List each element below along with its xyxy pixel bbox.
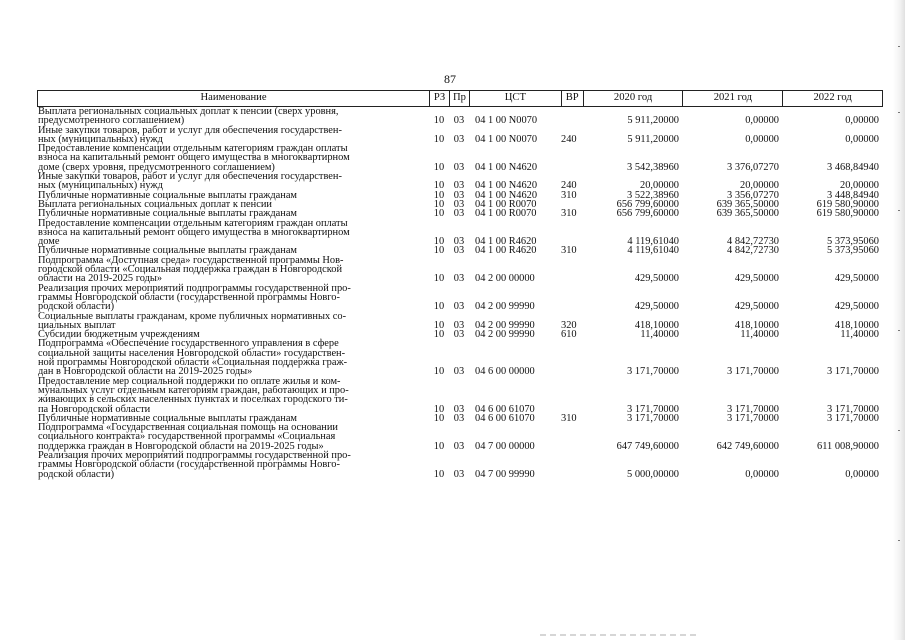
row-name xyxy=(37,256,429,284)
row-2021: 639 365,50000 xyxy=(716,208,779,220)
header-rz: РЗ xyxy=(429,91,449,106)
table-header-row xyxy=(37,90,883,107)
row-name-line: доме (сверх уровня, предусмотренного соглашением) xyxy=(38,161,275,173)
row-cst: 04 1 00 R0070 xyxy=(475,198,537,210)
table-row xyxy=(37,423,883,451)
header-cst: ЦСТ xyxy=(469,91,561,106)
row-rz: 10 xyxy=(433,273,445,285)
row-name-line: социального контракта» государственной программы «Социальная xyxy=(38,431,336,443)
header-2022: 2022 год xyxy=(782,91,882,106)
row-rz: 10 xyxy=(433,403,445,415)
header-vr: ВР xyxy=(561,91,583,106)
row-name-line: доме xyxy=(38,236,60,248)
row-rz: 10 xyxy=(433,115,445,127)
row-2021: 639 365,50000 xyxy=(716,198,779,210)
row-cst: 04 1 00 N0070 xyxy=(475,115,538,127)
row-name-line: социальной защиты населения Новгородской области» государствен- xyxy=(38,347,346,359)
row-2021: 0,00000 xyxy=(745,468,779,480)
row-name-line: родской области) xyxy=(38,468,115,480)
header-pr: Пр xyxy=(449,91,469,106)
row-name-line: Иные закупки товаров, работ и услуг для обеспечения государствен- xyxy=(38,171,342,183)
row-name xyxy=(37,284,429,312)
row-name-line: взноса на капитальный ремонт общего имущества в многоквартирном xyxy=(38,226,350,238)
row-name-line: городской области «Социальная поддержка граждан в Новгородской xyxy=(38,264,343,276)
row-2021: 4 842,72730 xyxy=(727,236,779,248)
row-cst: 04 2 00 99990 xyxy=(475,329,535,341)
row-2022: 619 580,90000 xyxy=(816,198,879,210)
page-edge-shadow xyxy=(893,0,905,640)
row-cst: 04 1 00 R4620 xyxy=(475,236,537,248)
row-name-line: живающих в сельских населенных пунктах и поселках городского ти- xyxy=(38,394,348,406)
budget-table xyxy=(37,90,883,479)
row-2020: 11,40000 xyxy=(640,329,679,341)
row-pr: 03 xyxy=(453,208,465,220)
row-name-line: Выплата региональных социальных доплат к пенсии (сверх уровня, xyxy=(38,106,339,117)
row-name-line: Предоставление мер социальной поддержки по оплате жилья и ком- xyxy=(38,375,341,387)
row-2021: 11,40000 xyxy=(740,329,779,341)
row-cst: 04 6 00 61070 xyxy=(475,412,535,424)
row-2022: 429,50000 xyxy=(834,301,879,313)
table-row xyxy=(37,339,883,376)
row-2022: 3 448,84940 xyxy=(827,189,879,201)
row-2022: 0,00000 xyxy=(845,468,879,480)
row-cst: 04 1 00 R4620 xyxy=(475,245,537,257)
row-rz: 10 xyxy=(433,189,445,201)
row-2020: 4 119,61040 xyxy=(627,236,679,248)
row-name-line: Предоставление компенсации отдельным категориям граждан оплаты xyxy=(38,217,348,229)
row-2020: 4 119,61040 xyxy=(627,245,679,257)
row-name-line: Подпрограмма «Обеспечение государственного управления в сфере xyxy=(38,338,339,350)
row-name xyxy=(37,107,429,126)
row-pr: 03 xyxy=(453,440,465,452)
row-2022: 3 468,84940 xyxy=(827,161,879,173)
row-name-line: поддержка граждан в Новгородской области на 2019-2025 годы» xyxy=(38,440,324,452)
row-2022: 0,00000 xyxy=(845,133,879,145)
row-pr: 03 xyxy=(453,198,465,210)
row-name-line: взноса на капитальный ремонт общего имущества в многоквартирном xyxy=(38,152,350,164)
row-name-line: Публичные нормативные социальные выплаты гражданам xyxy=(38,208,298,220)
row-name-line: циальных выплат xyxy=(38,319,116,331)
row-name xyxy=(37,451,429,479)
scan-smudge xyxy=(540,634,700,636)
row-vr: 310 xyxy=(561,245,577,257)
row-name xyxy=(37,126,429,145)
row-2021: 3 171,70000 xyxy=(727,366,779,378)
row-name-line: ных (муниципальных) нужд xyxy=(38,180,163,192)
row-name-line: па Новгородской области xyxy=(38,403,151,415)
row-2021: 4 842,72730 xyxy=(727,245,779,257)
row-rz: 10 xyxy=(433,366,445,378)
row-pr: 03 xyxy=(453,115,465,127)
row-2020: 5 000,00000 xyxy=(627,468,679,480)
row-name-line: Субсидии бюджетным учреждениям xyxy=(38,329,200,341)
row-2022: 11,40000 xyxy=(840,329,879,341)
table-body xyxy=(37,107,883,479)
row-vr: 240 xyxy=(561,133,577,145)
table-row xyxy=(37,256,883,284)
row-2020: 3 522,38960 xyxy=(627,189,679,201)
row-2020: 3 171,70000 xyxy=(627,403,679,415)
row-2022: 619 580,90000 xyxy=(816,208,879,220)
row-2022: 429,50000 xyxy=(834,273,879,285)
row-2020: 656 799,60000 xyxy=(616,198,679,210)
row-vr: 310 xyxy=(561,208,577,220)
header-2020: 2020 год xyxy=(583,91,683,106)
row-name-line: Публичные нормативные социальные выплаты гражданам xyxy=(38,189,298,201)
row-name-line: дан в Новгородской области на 2019-2025 годы» xyxy=(38,366,253,378)
row-pr: 03 xyxy=(453,161,465,173)
row-vr: 310 xyxy=(561,189,577,201)
row-2020: 5 911,20000 xyxy=(627,115,679,127)
row-cst: 04 1 00 N0070 xyxy=(475,133,538,145)
row-rz: 10 xyxy=(433,329,445,341)
row-vr: 240 xyxy=(561,180,577,192)
row-cst: 04 1 00 N4620 xyxy=(475,180,538,192)
table-row xyxy=(37,219,883,247)
row-pr: 03 xyxy=(453,412,465,424)
row-2021: 0,00000 xyxy=(745,115,779,127)
row-cst: 04 2 00 99990 xyxy=(475,319,535,331)
row-pr: 03 xyxy=(453,366,465,378)
row-name-line: родской области) xyxy=(38,301,115,313)
row-pr: 03 xyxy=(453,236,465,248)
row-name-line: граммы Новгородской области (государственной программы Новго- xyxy=(38,291,340,303)
row-2020: 5 911,20000 xyxy=(627,133,679,145)
row-2020: 3 542,38960 xyxy=(627,161,679,173)
row-2020: 647 749,60000 xyxy=(616,440,679,452)
table-row xyxy=(37,126,883,145)
row-2020: 429,50000 xyxy=(634,273,679,285)
row-name-line: Публичные нормативные социальные выплаты гражданам xyxy=(38,245,298,257)
row-pr: 03 xyxy=(453,133,465,145)
row-cst: 04 2 00 99990 xyxy=(475,301,535,313)
table-row xyxy=(37,451,883,479)
row-cst: 04 6 00 00000 xyxy=(475,366,535,378)
row-cst: 04 2 00 00000 xyxy=(475,273,535,285)
row-2021: 20,00000 xyxy=(740,180,779,192)
row-pr: 03 xyxy=(453,329,465,341)
header-2021: 2021 год xyxy=(682,91,782,106)
row-rz: 10 xyxy=(433,412,445,424)
row-rz: 10 xyxy=(433,468,445,480)
row-2022: 5 373,95060 xyxy=(827,245,879,257)
row-cst: 04 1 00 N4620 xyxy=(475,161,538,173)
row-pr: 03 xyxy=(453,273,465,285)
row-2020: 3 171,70000 xyxy=(627,412,679,424)
row-cst: 04 1 00 N4620 xyxy=(475,189,538,201)
row-cst: 04 7 00 00000 xyxy=(475,440,535,452)
row-name-line: мунальных услуг отдельным категориям граждан, работающих и про- xyxy=(38,384,349,396)
row-pr: 03 xyxy=(453,319,465,331)
row-vr: 320 xyxy=(561,319,577,331)
row-name-line: Подпрограмма «Доступная среда» государственной программы Нов- xyxy=(38,254,344,266)
row-name-line: Публичные нормативные социальные выплаты гражданам xyxy=(38,412,298,424)
row-pr: 03 xyxy=(453,468,465,480)
row-2022: 418,10000 xyxy=(834,319,879,331)
row-pr: 03 xyxy=(453,403,465,415)
table-row xyxy=(37,107,883,126)
row-rz: 10 xyxy=(433,198,445,210)
row-name xyxy=(37,144,429,172)
row-name-line: ных (муниципальных) нужд xyxy=(38,133,163,145)
page-number: 87 xyxy=(444,72,456,86)
row-2020: 656 799,60000 xyxy=(616,208,679,220)
row-pr: 03 xyxy=(453,180,465,192)
row-2021: 3 171,70000 xyxy=(727,412,779,424)
row-name-line: Иные закупки товаров, работ и услуг для обеспечения государствен- xyxy=(38,124,342,136)
row-cst: 04 1 00 R0070 xyxy=(475,208,537,220)
row-2021: 3 376,07270 xyxy=(727,161,779,173)
row-2021: 0,00000 xyxy=(745,133,779,145)
row-name xyxy=(37,312,429,331)
row-2022: 3 171,70000 xyxy=(827,403,879,415)
row-vr: 610 xyxy=(561,329,577,341)
row-name xyxy=(37,423,429,451)
table-row xyxy=(37,377,883,414)
row-rz: 10 xyxy=(433,133,445,145)
row-rz: 10 xyxy=(433,236,445,248)
row-2022: 0,00000 xyxy=(845,115,879,127)
row-2022: 3 171,70000 xyxy=(827,412,879,424)
row-name-line: области на 2019-2025 годы» xyxy=(38,273,163,285)
row-name-line: предусмотренного соглашением) xyxy=(38,115,185,127)
row-name-line: ной программы Новгородской области «Социальная поддержка граж- xyxy=(38,357,348,369)
row-2021: 642 749,60000 xyxy=(716,440,779,452)
row-pr: 03 xyxy=(453,189,465,201)
row-2021: 429,50000 xyxy=(734,273,779,285)
row-rz: 10 xyxy=(433,208,445,220)
row-2021: 429,50000 xyxy=(734,301,779,313)
table-row xyxy=(37,284,883,312)
row-2021: 3 171,70000 xyxy=(727,403,779,415)
table-row xyxy=(37,312,883,331)
row-2022: 20,00000 xyxy=(840,180,879,192)
row-name-line: Выплата региональных социальных доплат к пенсии xyxy=(38,198,272,210)
row-rz: 10 xyxy=(433,161,445,173)
row-name-line: Реализация прочих мероприятий подпрограммы государственной про- xyxy=(38,449,351,461)
row-rz: 10 xyxy=(433,301,445,313)
row-name-line: Реализация прочих мероприятий подпрограммы государственной про- xyxy=(38,282,351,294)
row-rz: 10 xyxy=(433,180,445,192)
row-2021: 418,10000 xyxy=(734,319,779,331)
row-2021: 3 356,07270 xyxy=(727,189,779,201)
row-rz: 10 xyxy=(433,440,445,452)
row-name-line: Подпрограмма «Государственная социальная помощь на основании xyxy=(38,422,338,434)
row-cst: 04 6 00 61070 xyxy=(475,403,535,415)
row-rz: 10 xyxy=(433,245,445,257)
row-pr: 03 xyxy=(453,301,465,313)
row-name xyxy=(37,339,429,376)
row-2020: 20,00000 xyxy=(640,180,679,192)
row-name xyxy=(37,377,429,414)
table-row xyxy=(37,172,883,191)
row-cst: 04 7 00 99990 xyxy=(475,468,535,480)
row-name xyxy=(37,172,429,191)
header-name: Наименование xyxy=(200,92,267,103)
row-name-line: граммы Новгородской области (государственной программы Новго- xyxy=(38,459,340,471)
row-pr: 03 xyxy=(453,245,465,257)
row-name xyxy=(37,219,429,247)
row-2020: 429,50000 xyxy=(634,301,679,313)
table-row xyxy=(37,144,883,172)
row-2022: 5 373,95060 xyxy=(827,236,879,248)
row-2022: 3 171,70000 xyxy=(827,366,879,378)
row-2020: 3 171,70000 xyxy=(627,366,679,378)
row-2020: 418,10000 xyxy=(634,319,679,331)
row-name-line: Социальные выплаты гражданам, кроме публичных нормативных со- xyxy=(38,310,347,322)
row-vr: 310 xyxy=(561,412,577,424)
row-2022: 611 008,90000 xyxy=(817,440,879,452)
row-rz: 10 xyxy=(433,319,445,331)
row-name-line: Предоставление компенсации отдельным категориям граждан оплаты xyxy=(38,143,348,155)
